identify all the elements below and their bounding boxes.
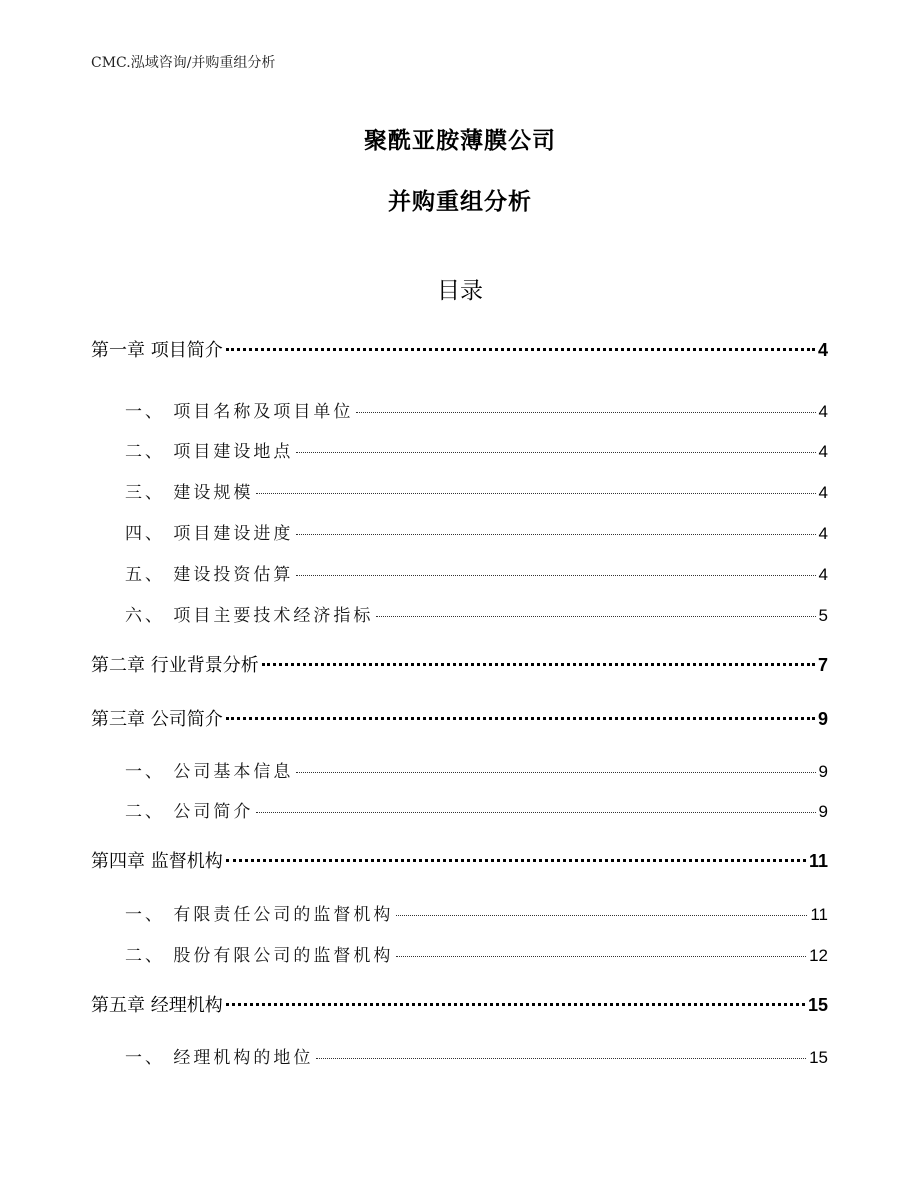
toc-entry-section[interactable] [91,1043,828,1068]
toc-entry-label: 第四章 监督机构 [91,851,223,872]
toc-entry-label: 第一章 项目简介 [91,340,223,361]
toc-entry-label: 一、 经理机构的地位 [125,1048,314,1068]
header-note: CMC.泓域咨询/并购重组分析 [91,55,276,71]
toc-entry-label: 二、 股份有限公司的监督机构 [125,946,394,966]
document-title: 聚酰亚胺薄膜公司 [364,128,556,154]
toc-page-number: 4 [817,340,828,360]
dot-leader [256,812,815,813]
toc-entry-label: 第三章 公司简介 [91,709,223,730]
toc-entry-section[interactable] [91,519,828,544]
toc-entry-label: 五、 建设投资估算 [125,565,294,585]
toc-page-number: 4 [818,442,828,461]
toc-entry-label: 第五章 经理机构 [91,995,223,1016]
toc-page-number: 9 [817,709,828,729]
dot-leader [356,412,815,413]
dot-leader [296,575,815,576]
toc-entry-section[interactable] [91,941,828,966]
toc-page-number: 4 [818,524,828,543]
dot-leader [226,859,806,862]
dot-leader [296,772,815,773]
toc-entry-section[interactable] [91,560,828,585]
toc-entry-label: 第二章 行业背景分析 [91,655,259,676]
toc-page-number: 15 [807,995,828,1015]
toc-entry-chapter-4[interactable] [91,847,828,873]
toc-entry-section[interactable] [91,397,828,422]
toc-page-number: 11 [808,851,828,871]
toc-entry-section[interactable] [91,797,828,822]
dot-leader [296,534,815,535]
toc-entry-chapter-3[interactable] [91,705,828,731]
dot-leader [316,1058,806,1059]
toc-entry-label: 二、 公司简介 [125,802,254,822]
toc-page-number: 9 [818,802,828,821]
toc-entry-label: 三、 建设规模 [125,483,254,503]
dot-leader [396,915,807,916]
dot-leader [256,493,815,494]
toc-heading: 目录 [437,278,483,304]
toc-page-number: 9 [818,762,828,781]
toc-page-number: 12 [809,946,828,965]
toc-entry-label: 一、 项目名称及项目单位 [125,402,354,422]
dot-leader [296,452,815,453]
toc-entry-label: 四、 项目建设进度 [125,524,294,544]
toc-page-number: 4 [818,483,828,502]
toc-page-number: 4 [818,565,828,584]
toc-entry-section[interactable] [91,437,828,462]
toc-entry-section[interactable] [91,757,828,782]
toc-entry-label: 一、 有限责任公司的监督机构 [125,905,394,925]
dot-leader [396,956,806,957]
toc-entry-section[interactable] [91,478,828,503]
toc-page-number: 11 [810,905,828,924]
toc-entry-chapter-5[interactable] [91,991,828,1017]
dot-leader [226,717,815,720]
toc-entry-chapter-1[interactable] [91,336,828,362]
toc-entry-chapter-2[interactable] [91,651,828,677]
document-subtitle: 并购重组分析 [388,189,532,215]
dot-leader [376,616,815,617]
toc-entry-label: 六、 项目主要技术经济指标 [125,606,374,626]
toc-page-number: 4 [818,402,828,421]
toc-page-number: 15 [809,1048,828,1067]
toc-page-number: 7 [817,655,828,675]
toc-entry-section[interactable] [91,601,828,626]
toc-entry-label: 二、 项目建设地点 [125,442,294,462]
toc-entry-section[interactable] [91,900,828,925]
dot-leader [226,348,815,351]
dot-leader [262,663,815,666]
toc-entry-label: 一、 公司基本信息 [125,762,294,782]
toc-page-number: 5 [818,606,828,625]
dot-leader [226,1003,805,1006]
